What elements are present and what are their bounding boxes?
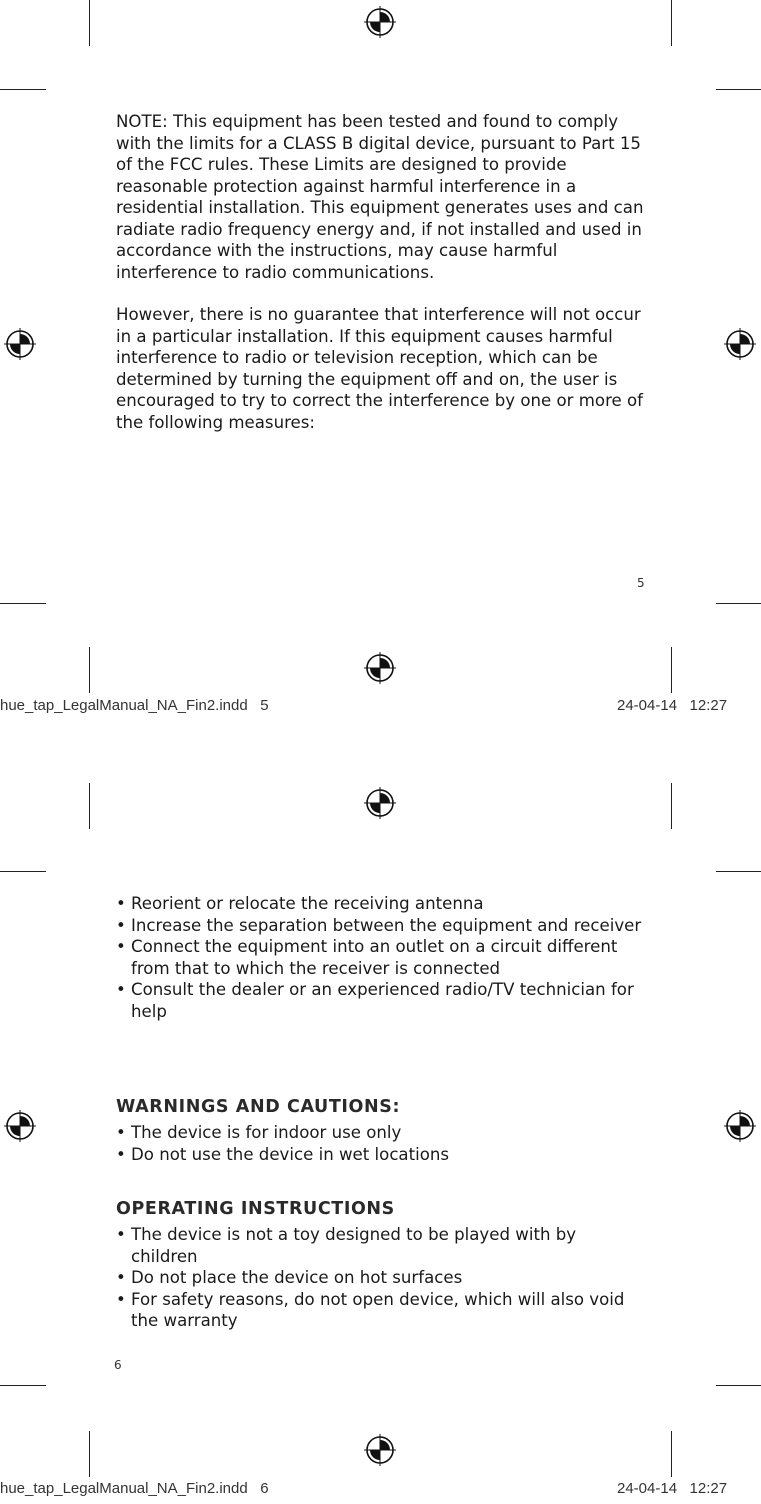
slug-datetime: 24-04-14 12:27: [617, 1480, 728, 1497]
crop-mark: [671, 647, 672, 693]
crop-mark: [716, 1385, 761, 1386]
registration-mark-icon: [362, 4, 398, 40]
interference-paragraph: However, there is no guarantee that interference will not occur in a particular installation. If this equipment causes harmful interference to radio or television reception, which can be determined by turning the equipment off and on, the user is encouraged to try to correct the interference by one or more of the following measures:: [116, 305, 644, 432]
slug-filename: hue_tap_LegalManual_NA_Fin2.indd 5: [0, 697, 269, 714]
crop-mark: [716, 603, 761, 604]
crop-mark: [0, 89, 46, 90]
page-5-content: [116, 111, 646, 433]
crop-mark: [0, 1385, 46, 1386]
crop-mark: [89, 783, 90, 829]
list-item: • The device is not a toy designed to be played with by children: [116, 1224, 646, 1267]
list-item: • Do not use the device in wet locations: [116, 1144, 646, 1166]
crop-mark: [716, 89, 761, 90]
crop-mark: [89, 1431, 90, 1477]
crop-mark: [0, 603, 46, 604]
crop-mark: [671, 1431, 672, 1477]
slug-datetime: 24-04-14 12:27: [617, 697, 728, 714]
interference-measures-list: [116, 893, 646, 1022]
list-item: • Increase the separation between the equipment and receiver: [116, 915, 646, 937]
warnings-list: [116, 1122, 646, 1165]
page-number: 5: [637, 576, 645, 590]
operating-instructions-list: [116, 1224, 646, 1332]
registration-mark-icon: [722, 1108, 758, 1144]
slug-filename: hue_tap_LegalManual_NA_Fin2.indd 6: [0, 1480, 269, 1497]
crop-mark: [671, 783, 672, 829]
page-number: 6: [114, 1358, 122, 1372]
registration-mark-icon: [362, 785, 398, 821]
list-item: • For safety reasons, do not open device, which will also void the warranty: [116, 1289, 646, 1332]
crop-mark: [671, 0, 672, 46]
list-item: • Reorient or relocate the receiving antenna: [116, 893, 646, 915]
crop-mark: [89, 0, 90, 46]
fcc-note-paragraph: NOTE: This equipment has been tested and found to comply with the limits for a CLASS B digital device, pursuant to Part 15 of the FCC rules. These Limits are designed to provide reasonable protection against harmful interference in a residential installation. This equipment generates uses and can radiate radio frequency energy and, if not installed and used in accordance with the instructions, may cause harmful interference to radio communications.: [116, 112, 644, 282]
list-item: • Connect the equipment into an outlet on a circuit different from that to which the receiver is connected: [116, 936, 646, 979]
crop-mark: [716, 871, 761, 872]
list-item: • The device is for indoor use only: [116, 1122, 646, 1144]
crop-mark: [89, 647, 90, 693]
crop-mark: [0, 871, 46, 872]
registration-mark-icon: [362, 1432, 398, 1468]
registration-mark-icon: [2, 1108, 38, 1144]
registration-mark-icon: [722, 326, 758, 362]
registration-mark-icon: [2, 326, 38, 362]
registration-mark-icon: [362, 650, 398, 686]
list-item: • Consult the dealer or an experienced radio/TV technician for help: [116, 979, 646, 1022]
list-item: • Do not place the device on hot surfaces: [116, 1267, 646, 1289]
operating-instructions-heading: OPERATING INSTRUCTIONS: [116, 1199, 395, 1219]
warnings-heading: WARNINGS AND CAUTIONS:: [116, 1097, 401, 1117]
